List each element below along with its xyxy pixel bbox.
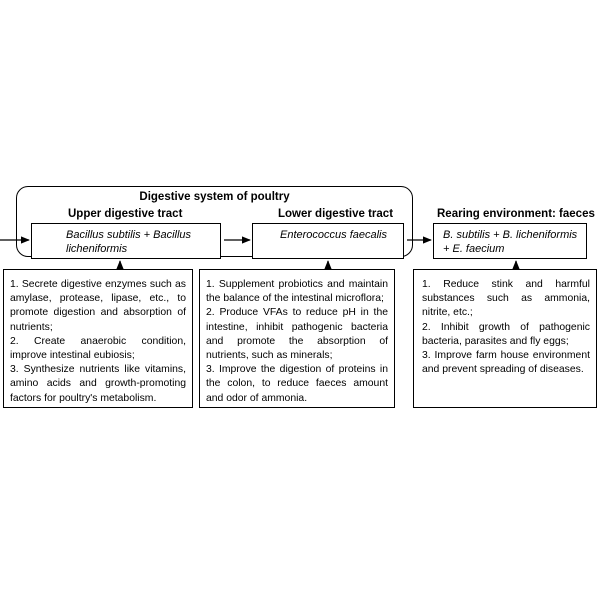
environment-effect-item: 3. Improve farm house environment and prevent spreading of diseases. [422, 350, 590, 376]
lower-organisms-text: Enterococcus faecalis [280, 229, 387, 241]
upper-effect-item: 2. Create anaerobic condition, improve intestinal eubiosis; [10, 335, 186, 362]
upper-effect-item: 1. Secrete digestive enzymes such as amylase, protease, lipase, etc., to promote digestion and absorption of nutrients; [10, 279, 186, 333]
upper-organisms-text: Bacillus subtilis + Bacillus licheniformis [66, 229, 192, 255]
lower-effect-item: 2. Produce VFAs to reduce pH in the intestine, inhibit pathogenic bacteria and promote the absorption of nutrients, such as minerals; [206, 307, 388, 362]
environment-organisms-text: B. subtilis + B. licheniformis + E. faecium [443, 229, 578, 255]
environment-effect-item: 2. Inhibit growth of pathogenic bacteria, parasites and fly eggs; [422, 321, 590, 347]
lower-effect-item: 3. Improve the digestion of proteins in the colon, to reduce faeces amount and odor of ammonia. [206, 364, 388, 404]
digestive-system-title: Digestive system of poultry [139, 191, 290, 203]
upper-tract-heading: Upper digestive tract [68, 208, 183, 220]
lower-effect-item: 1. Supplement probiotics and maintain the balance of the intestinal microflora; [206, 279, 388, 305]
lower-tract-heading: Lower digestive tract [278, 208, 394, 220]
environment-heading: Rearing environment: faeces [437, 208, 595, 220]
upper-effect-item: 3. Synthesize nutrients like vitamins, amino acids and growth-promoting factors for poultry's metabolism. [10, 364, 186, 404]
environment-effect-item: 1. Reduce stink and harmful substances such as ammonia, nitrite, etc.; [422, 279, 590, 319]
